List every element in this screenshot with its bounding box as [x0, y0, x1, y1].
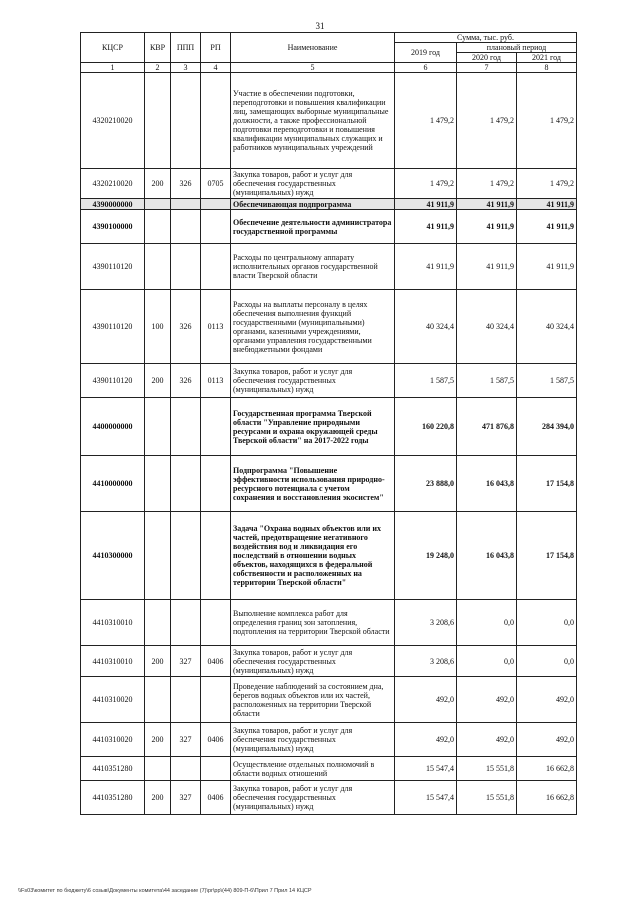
cell-kvr — [145, 600, 171, 646]
cell-kcsr: 4390100000 — [81, 210, 145, 244]
header-rp: РП — [201, 33, 231, 63]
cell-kvr: 200 — [145, 646, 171, 677]
cell-2021: 16 662,8 — [517, 781, 577, 815]
cell-2021: 17 154,8 — [517, 456, 577, 512]
cell-2021: 0,0 — [517, 600, 577, 646]
cell-2021: 492,0 — [517, 723, 577, 757]
cell-2020: 492,0 — [457, 723, 517, 757]
cell-rp: 0113 — [201, 290, 231, 364]
cell-kvr — [145, 677, 171, 723]
cell-2020: 471 876,8 — [457, 398, 517, 456]
cell-name: Обеспечение деятельности администратора государственной программы — [231, 210, 395, 244]
cell-ppp: 326 — [171, 364, 201, 398]
header-index: 4 — [201, 63, 231, 73]
cell-2019: 41 911,9 — [395, 210, 457, 244]
cell-ppp — [171, 73, 201, 169]
cell-2020: 15 551,8 — [457, 781, 517, 815]
cell-kvr: 200 — [145, 364, 171, 398]
header-year-2019: 2019 год — [395, 43, 457, 63]
page-number: 31 — [315, 21, 325, 31]
cell-2019: 3 208,6 — [395, 600, 457, 646]
cell-rp: 0705 — [201, 169, 231, 199]
cell-name: Осуществление отдельных полномочий в области водных отношений — [231, 757, 395, 781]
cell-kvr: 200 — [145, 723, 171, 757]
header-index: 1 — [81, 63, 145, 73]
cell-kvr: 200 — [145, 781, 171, 815]
table-body — [81, 73, 577, 815]
cell-kcsr: 4390000000 — [81, 199, 145, 210]
cell-rp — [201, 677, 231, 723]
cell-name: Закупка товаров, работ и услуг для обеспечения государственных (муниципальных) нужд — [231, 169, 395, 199]
cell-kcsr: 4390110120 — [81, 244, 145, 290]
cell-name: Проведение наблюдений за состоянием дна, берегов водных объектов или их частей, расположенных на территории Тверской области — [231, 677, 395, 723]
cell-kcsr: 4410310010 — [81, 646, 145, 677]
cell-2019: 1 479,2 — [395, 73, 457, 169]
header-kcsr: КЦСР — [81, 33, 145, 63]
cell-rp — [201, 210, 231, 244]
cell-2020: 0,0 — [457, 646, 517, 677]
cell-ppp — [171, 398, 201, 456]
header-index: 7 — [457, 63, 517, 73]
cell-kvr — [145, 199, 171, 210]
cell-kvr: 100 — [145, 290, 171, 364]
cell-rp: 0406 — [201, 646, 231, 677]
cell-2020: 1 479,2 — [457, 73, 517, 169]
header-ppp: ППП — [171, 33, 201, 63]
cell-rp: 0406 — [201, 723, 231, 757]
cell-rp: 0113 — [201, 364, 231, 398]
cell-kcsr: 4410351280 — [81, 781, 145, 815]
header-kvr: КВР — [145, 33, 171, 63]
budget-table — [80, 32, 577, 815]
cell-kvr — [145, 456, 171, 512]
cell-kvr — [145, 398, 171, 456]
cell-2020: 41 911,9 — [457, 199, 517, 210]
cell-ppp: 326 — [171, 290, 201, 364]
table-row — [81, 199, 577, 210]
header-index: 8 — [517, 63, 577, 73]
cell-kcsr: 4410351280 — [81, 757, 145, 781]
cell-ppp — [171, 244, 201, 290]
cell-ppp — [171, 512, 201, 600]
cell-ppp: 327 — [171, 723, 201, 757]
cell-rp — [201, 199, 231, 210]
cell-ppp — [171, 456, 201, 512]
cell-2021: 492,0 — [517, 677, 577, 723]
cell-2021: 0,0 — [517, 646, 577, 677]
cell-2021: 1 479,2 — [517, 73, 577, 169]
cell-ppp — [171, 600, 201, 646]
cell-rp — [201, 456, 231, 512]
cell-kvr — [145, 512, 171, 600]
cell-name: Подпрограмма "Повышение эффективности использования природно-ресурсного потенциала с учетом сохранения и восстановления экосистем" — [231, 456, 395, 512]
cell-ppp — [171, 677, 201, 723]
cell-name: Закупка товаров, работ и услуг для обеспечения государственных (муниципальных) нужд — [231, 646, 395, 677]
table-row — [81, 512, 577, 600]
header-index: 6 — [395, 63, 457, 73]
table-row — [81, 169, 577, 199]
cell-kcsr: 4410310020 — [81, 677, 145, 723]
table-row — [81, 781, 577, 815]
cell-2021: 17 154,8 — [517, 512, 577, 600]
table-row — [81, 244, 577, 290]
cell-2019: 41 911,9 — [395, 244, 457, 290]
cell-2019: 15 547,4 — [395, 757, 457, 781]
header-index: 5 — [231, 63, 395, 73]
cell-2021: 1 587,5 — [517, 364, 577, 398]
table-row — [81, 757, 577, 781]
table-row — [81, 398, 577, 456]
cell-ppp: 327 — [171, 646, 201, 677]
table-row — [81, 73, 577, 169]
cell-name: Обеспечивающая подпрограмма — [231, 199, 395, 210]
cell-2020: 41 911,9 — [457, 210, 517, 244]
cell-2021: 1 479,2 — [517, 169, 577, 199]
cell-2021: 41 911,9 — [517, 199, 577, 210]
cell-name: Закупка товаров, работ и услуг для обеспечения государственных (муниципальных) нужд — [231, 364, 395, 398]
cell-kcsr: 4410310010 — [81, 600, 145, 646]
cell-2019: 160 220,8 — [395, 398, 457, 456]
cell-2021: 40 324,4 — [517, 290, 577, 364]
table-row — [81, 364, 577, 398]
cell-rp — [201, 600, 231, 646]
header-year-2020: 2020 год — [457, 53, 517, 63]
cell-name: Расходы на выплаты персоналу в целях обеспечения выполнения функций государственными (муниципальными) органами, казенными учреждениями, органами управления государственными внебюджетными фондами — [231, 290, 395, 364]
cell-name: Выполнение комплекса работ для определения границ зон затопления, подтопления на территории Тверской области — [231, 600, 395, 646]
cell-rp — [201, 512, 231, 600]
cell-rp — [201, 244, 231, 290]
cell-kcsr: 4410300000 — [81, 512, 145, 600]
cell-ppp: 327 — [171, 781, 201, 815]
table-row — [81, 290, 577, 364]
cell-rp — [201, 757, 231, 781]
cell-2020: 492,0 — [457, 677, 517, 723]
cell-ppp — [171, 199, 201, 210]
header-index-row — [81, 63, 577, 73]
cell-kcsr: 4320210020 — [81, 169, 145, 199]
cell-2020: 1 587,5 — [457, 364, 517, 398]
table-row — [81, 723, 577, 757]
cell-name: Закупка товаров, работ и услуг для обеспечения государственных (муниципальных) нужд — [231, 723, 395, 757]
cell-kcsr: 4410310020 — [81, 723, 145, 757]
header-sum-caption: Сумма, тыс. руб. — [395, 33, 577, 43]
cell-name: Закупка товаров, работ и услуг для обеспечения государственных (муниципальных) нужд — [231, 781, 395, 815]
cell-2019: 15 547,4 — [395, 781, 457, 815]
cell-2020: 0,0 — [457, 600, 517, 646]
cell-name: Задача "Охрана водных объектов или их частей, предотвращение негативного воздействия вод и ликвидация его последствий в отношении водных объектов, находящихся в федеральной собственности и расположенных на территории Тверской области" — [231, 512, 395, 600]
cell-2019: 40 324,4 — [395, 290, 457, 364]
header-index: 2 — [145, 63, 171, 73]
cell-2020: 1 479,2 — [457, 169, 517, 199]
cell-kcsr: 4390110120 — [81, 364, 145, 398]
cell-2020: 16 043,8 — [457, 456, 517, 512]
cell-kvr: 200 — [145, 169, 171, 199]
cell-kvr — [145, 210, 171, 244]
cell-kcsr: 4390110120 — [81, 290, 145, 364]
table-row — [81, 456, 577, 512]
cell-kvr — [145, 73, 171, 169]
header-name: Наименование — [231, 33, 395, 63]
cell-kcsr: 4320210020 — [81, 73, 145, 169]
cell-2020: 16 043,8 — [457, 512, 517, 600]
cell-2020: 40 324,4 — [457, 290, 517, 364]
cell-2020: 41 911,9 — [457, 244, 517, 290]
footer-file-path: \\Fs03\комитет по бюджету\6 созыв\Документы комитета\44 заседание (7)\pr\pp\(44) 809-П-6\Прил 7 Прил 14 КЦСР — [18, 888, 312, 894]
cell-ppp — [171, 210, 201, 244]
cell-kcsr: 4400000000 — [81, 398, 145, 456]
header-planning-period: плановый период — [457, 43, 577, 53]
cell-2019: 492,0 — [395, 723, 457, 757]
table-row — [81, 210, 577, 244]
table-row — [81, 646, 577, 677]
cell-2019: 1 479,2 — [395, 169, 457, 199]
cell-ppp — [171, 757, 201, 781]
cell-2021: 284 394,0 — [517, 398, 577, 456]
cell-rp — [201, 73, 231, 169]
cell-2019: 492,0 — [395, 677, 457, 723]
cell-2021: 41 911,9 — [517, 244, 577, 290]
cell-kcsr: 4410000000 — [81, 456, 145, 512]
header-year-2021: 2021 год — [517, 53, 577, 63]
table-row — [81, 600, 577, 646]
header-index: 3 — [171, 63, 201, 73]
cell-2020: 15 551,8 — [457, 757, 517, 781]
cell-2019: 1 587,5 — [395, 364, 457, 398]
cell-rp: 0406 — [201, 781, 231, 815]
cell-2021: 16 662,8 — [517, 757, 577, 781]
table-row — [81, 677, 577, 723]
cell-2019: 3 208,6 — [395, 646, 457, 677]
cell-rp — [201, 398, 231, 456]
cell-kvr — [145, 757, 171, 781]
cell-name: Участие в обеспечении подготовки, переподготовки и повышения квалификации лиц, замещающих выборные муниципальные должности, а также профессиональной подготовки переподготовки и повышения квалификации муниципальных служащих и работников муниципальных учреждений — [231, 73, 395, 169]
cell-kvr — [145, 244, 171, 290]
cell-2019: 19 248,0 — [395, 512, 457, 600]
cell-2019: 23 888,0 — [395, 456, 457, 512]
cell-2019: 41 911,9 — [395, 199, 457, 210]
cell-ppp: 326 — [171, 169, 201, 199]
cell-name: Государственная программа Тверской области "Управление природными ресурсами и охрана окружающей среды Тверской области" на 2017-2022 годы — [231, 398, 395, 456]
cell-name: Расходы по центральному аппарату исполнительных органов государственной власти Тверской области — [231, 244, 395, 290]
cell-2021: 41 911,9 — [517, 210, 577, 244]
